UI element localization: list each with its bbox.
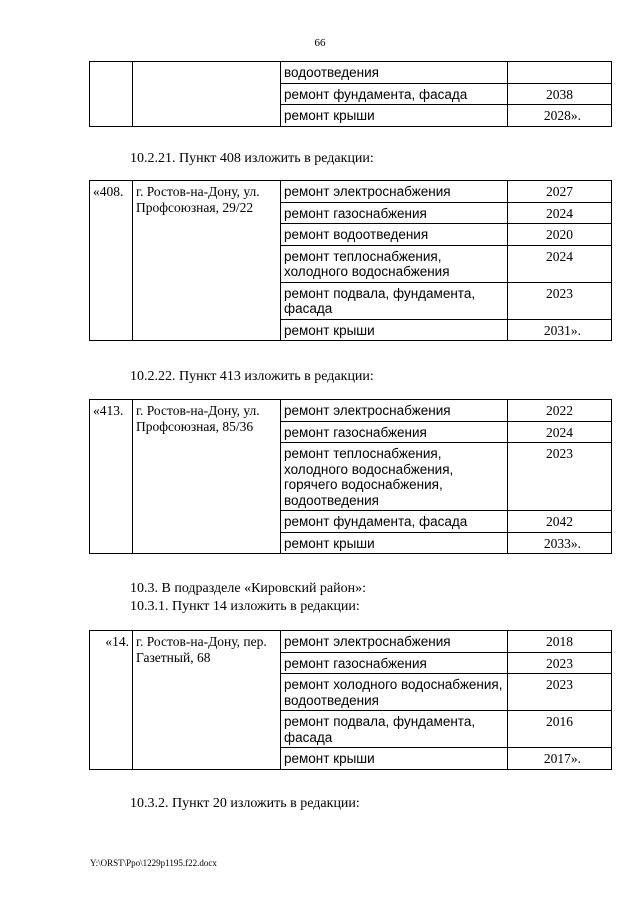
page-number: 66 <box>314 37 326 49</box>
year-cell: 2038 <box>508 83 612 105</box>
work-type-cell: ремонт газоснабжения <box>281 202 508 224</box>
address-cell: г. Ростов-на-Дону, пер. Газетный, 68 <box>133 631 281 770</box>
work-type-cell: ремонт теплоснабжения, холодного водоснабжения, горячего водоснабжения, водоотведения <box>281 443 508 511</box>
year-cell <box>508 62 612 84</box>
work-type-cell: ремонт крыши <box>281 748 508 770</box>
work-type-cell: ремонт водоотведения <box>281 224 508 246</box>
year-cell: 2024 <box>508 202 612 224</box>
work-type-cell: ремонт электроснабжения <box>281 181 508 203</box>
year-cell: 2023 <box>508 443 612 511</box>
year-cell: 2027 <box>508 181 612 203</box>
work-type-cell: ремонт теплоснабжения, холодного водоснабжения <box>281 245 508 282</box>
table-row <box>90 400 612 422</box>
item-number-cell: «413. <box>90 400 133 554</box>
file-path-footer: Y:\ORST\Ppo\1229p1195.f22.docx <box>90 858 217 868</box>
work-type-cell: ремонт электроснабжения <box>281 400 508 422</box>
year-cell: 2028». <box>508 105 612 127</box>
year-cell: 2017». <box>508 748 612 770</box>
year-cell: 2020 <box>508 224 612 246</box>
table-row <box>90 631 612 653</box>
paragraph-10-3: 10.3. В подразделе «Кировский район»: <box>130 581 367 596</box>
year-cell: 2023 <box>508 652 612 674</box>
work-type-cell: ремонт электроснабжения <box>281 631 508 653</box>
year-cell: 2022 <box>508 400 612 422</box>
work-type-cell: ремонт холодного водоснабжения, водоотведения <box>281 674 508 711</box>
year-cell: 2018 <box>508 631 612 653</box>
address-cell: г. Ростов-на-Дону, ул. Профсоюзная, 29/22 <box>133 181 281 341</box>
paragraph-10-3-2: 10.3.2. Пункт 20 изложить в редакции: <box>130 796 360 811</box>
address-cell <box>133 62 281 127</box>
paragraph-10-3-1: 10.3.1. Пункт 14 изложить в редакции: <box>130 599 360 614</box>
work-type-cell: ремонт крыши <box>281 319 508 341</box>
work-type-cell: ремонт газоснабжения <box>281 421 508 443</box>
work-type-cell: водоотведения <box>281 62 508 84</box>
item-number-cell: «408. <box>90 181 133 341</box>
item-number-cell: «14. <box>90 631 133 770</box>
work-type-cell: ремонт подвала, фундамента, фасада <box>281 711 508 748</box>
work-type-cell: ремонт крыши <box>281 105 508 127</box>
continuation-table <box>89 61 612 127</box>
work-type-cell: ремонт фундамента, фасада <box>281 511 508 533</box>
table-row <box>90 62 612 84</box>
work-type-cell: ремонт фундамента, фасада <box>281 83 508 105</box>
paragraph-10-2-22: 10.2.22. Пункт 413 изложить в редакции: <box>130 369 374 384</box>
table-row <box>90 181 612 203</box>
year-cell: 2031». <box>508 319 612 341</box>
item-413-table <box>89 399 612 554</box>
item-14-table <box>89 630 612 770</box>
year-cell: 2023 <box>508 282 612 319</box>
year-cell: 2023 <box>508 674 612 711</box>
year-cell: 2024 <box>508 245 612 282</box>
address-cell: г. Ростов-на-Дону, ул. Профсоюзная, 85/36 <box>133 400 281 554</box>
work-type-cell: ремонт крыши <box>281 532 508 554</box>
paragraph-10-2-21: 10.2.21. Пункт 408 изложить в редакции: <box>130 151 374 166</box>
year-cell: 2042 <box>508 511 612 533</box>
year-cell: 2033». <box>508 532 612 554</box>
item-number-cell <box>90 62 133 127</box>
item-408-table <box>89 180 612 341</box>
year-cell: 2016 <box>508 711 612 748</box>
year-cell: 2024 <box>508 421 612 443</box>
work-type-cell: ремонт газоснабжения <box>281 652 508 674</box>
work-type-cell: ремонт подвала, фундамента, фасада <box>281 282 508 319</box>
